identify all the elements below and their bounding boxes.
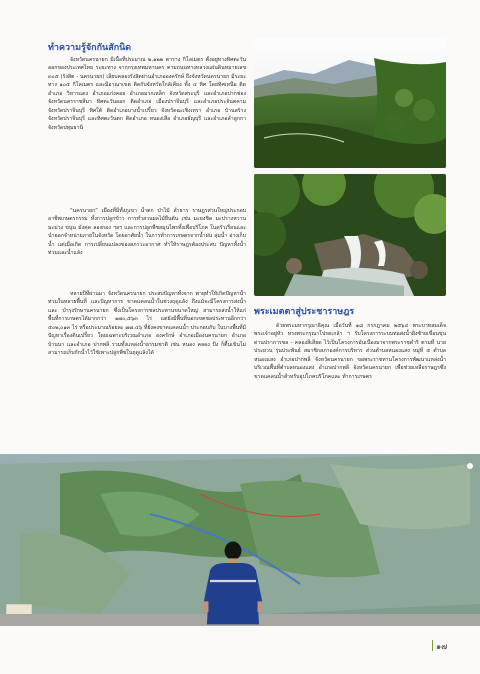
section-title-getting-to-know: ทำความรู้จักกันสักนิด bbox=[48, 43, 132, 53]
section-title-royal-initiative: พระเมตตาสู่ประชาราษฎร bbox=[254, 307, 355, 317]
person-figure bbox=[188, 540, 278, 626]
paragraph-water-problems: หลายปีที่ผ่านมา จังหวัดนครนายก ประสบปัญหาทั้งจาก พายุทำให้เกิดปัญหาน้ำท่วมในหลายพื้นที่ และปัญหาการ ขาดแคลนน้ำในช่วงฤดูแล้ง ถึงแม้จะมีโครงการส่งน้ำและ บำรุงรักษานครนายก ซึ่งเป็นโครงการชลประทานขนาดใหญ่ สามารถส่งน้ำให้แก่พื้นที่การเกษตรได้มากกว่า ๑๗๐,๕๖๓ ไร่ แต่ยังมีพื้นที่นอกเขตชลประทานอีกกว่า ๕๐๒,๐๑๓ ไร่ หรือประมาณร้อยละ ๗๗.๔๖ ที่ยังคงขาดแคลนน้ำ ประกอบกับ ในบางพื้นที่มีปัญหาเรื่องดินเปรี้ยว โดยเฉพาะบริเวณอำเภอ องครักษ์ อำเภอเมืองนครนายก อำเภอบ้านนา และอำเภอ ปากพลี รวมทั้งแหล่งน้ำธรรมชาติ เช่น หนอง คลอง บึง ก็ตื้นเขินไม่สามารถเก็บกักน้ำไว้ใช้เพาะปลูกพืชในฤดูแล้งได้ bbox=[48, 291, 246, 357]
page-number: ๑๗ bbox=[436, 642, 448, 651]
mountain-valley-photo bbox=[254, 38, 446, 168]
waterfall-photo bbox=[254, 174, 446, 296]
paragraph-geography: “นครนายก” เมืองที่มีทั้งภูเขา น้ำตก ป่าไม้ ลำธาร ราษฎรส่วนใหญ่ประกอบอาชีพเกษตรกรรม ทั้งการปลูกข้าว การทำสวนผลไม้ยืนต้น เช่น มะยงชิด มะปรางหวาน มะม่วง ขนุน มังคุด ลองกอง ฯลฯ และการปลูกพืชสมุนไพรทั้งเพื่อบริโภค ในครัวเรือนและนำออกจำหน่ายภายในจังหวัด โดยอาศัยน้ำ ในการทำการเกษตรจากน้ำฝน ลุ่มน้ำ อ่างเก็บน้ำ แต่เมื่อเกิด การเปลี่ยนแปลงของสภาวะอากาศ ทำให้ราษฎรต้องประสบ ปัญหาทั้งน้ำท่วมและน้ำแล้ง bbox=[48, 208, 246, 257]
paragraph-location: จังหวัดนครนายก มีเนื้อที่ประมาณ ๒,๑๒๒ ตาราง กิโลเมตร ตั้งอยู่ทางทิศตะวันออกของประเทศไทย ระยะทาง จากกรุงเทพมหานคร ตามถนนทางหลวงแผ่นดินหมายเลข ๓๐๕ (รังสิต - นครนายก) เลียบคลองรังสิตผ่านอำเภอองครักษ์ ถึงจังหวัดนครนายก มีระยะทาง ๑๐๕ กิโลเมตร และมีอาณาเขต ติดกับจังหวัดใกล้เคียง ทั้ง ๔ ทิศ โดยทิศเหนือ ติดอำเภอ วิหารแดง อำเภอแก่งคอย อำเภอมวกเหล็ก จังหวัดสระบุรี และอำเภอปากช่อง จังหวัดนครราชสีมา ทิศตะวันออก ติดอำเภอ เมืองปราจีนบุรี และอำเภอประจันตคาม จังหวัดปราจีนบุรี ทิศใต้ ติดอำเภอบางน้ำเปรี้ยว จังหวัดฉะเชิงเทรา อำเภอ บ้านสร้าง จังหวัดปราจีนบุรี และทิศตะวันตก ติดอำเภอ หนองเสือ อำเภอธัญบุรี และอำเภอลำลูกกา จังหวัดปทุมธานี bbox=[48, 57, 246, 131]
paragraph-royal-project: ด้วยพระมหากรุณาธิคุณ เมื่อวันที่ ๑๘ กรกฎาคม ๒๕๖๔ พระบาทสมเด็จพระเจ้าอยู่หัว ทรงพระกรุณาโปรดเกล้า ฯ รับโครงการระบบท่อส่งน้ำฝั่งซ้ายเขื่อนขุนด่านปราการชล - คลองสีเสียด ไว้เป็นโครงการอันเนื่องมาจากพระราชดำริ ตามที่ นายประยวน รุ่นประพันธ์ สมาชิกสภาองค์การบริหาร ส่วนตำบลหนองแสง หมู่ที่ ๕ ตำบลหนองแสง อำเภอปากพลี จังหวัดนครนายก ขอพระราชทานโครงการพัฒนาแหล่งน้ำ บริเวณพื้นที่ตำบลหนองแสง อำเภอปากพลี จังหวัดนครนายก เพื่อช่วยเหลือราษฎรซึ่งขาดแคลนน้ำสำหรับอุปโภคบริโภคและ ทำการเกษตร bbox=[254, 323, 446, 380]
page-number-divider bbox=[432, 640, 433, 651]
map-wall-photo bbox=[0, 454, 480, 626]
